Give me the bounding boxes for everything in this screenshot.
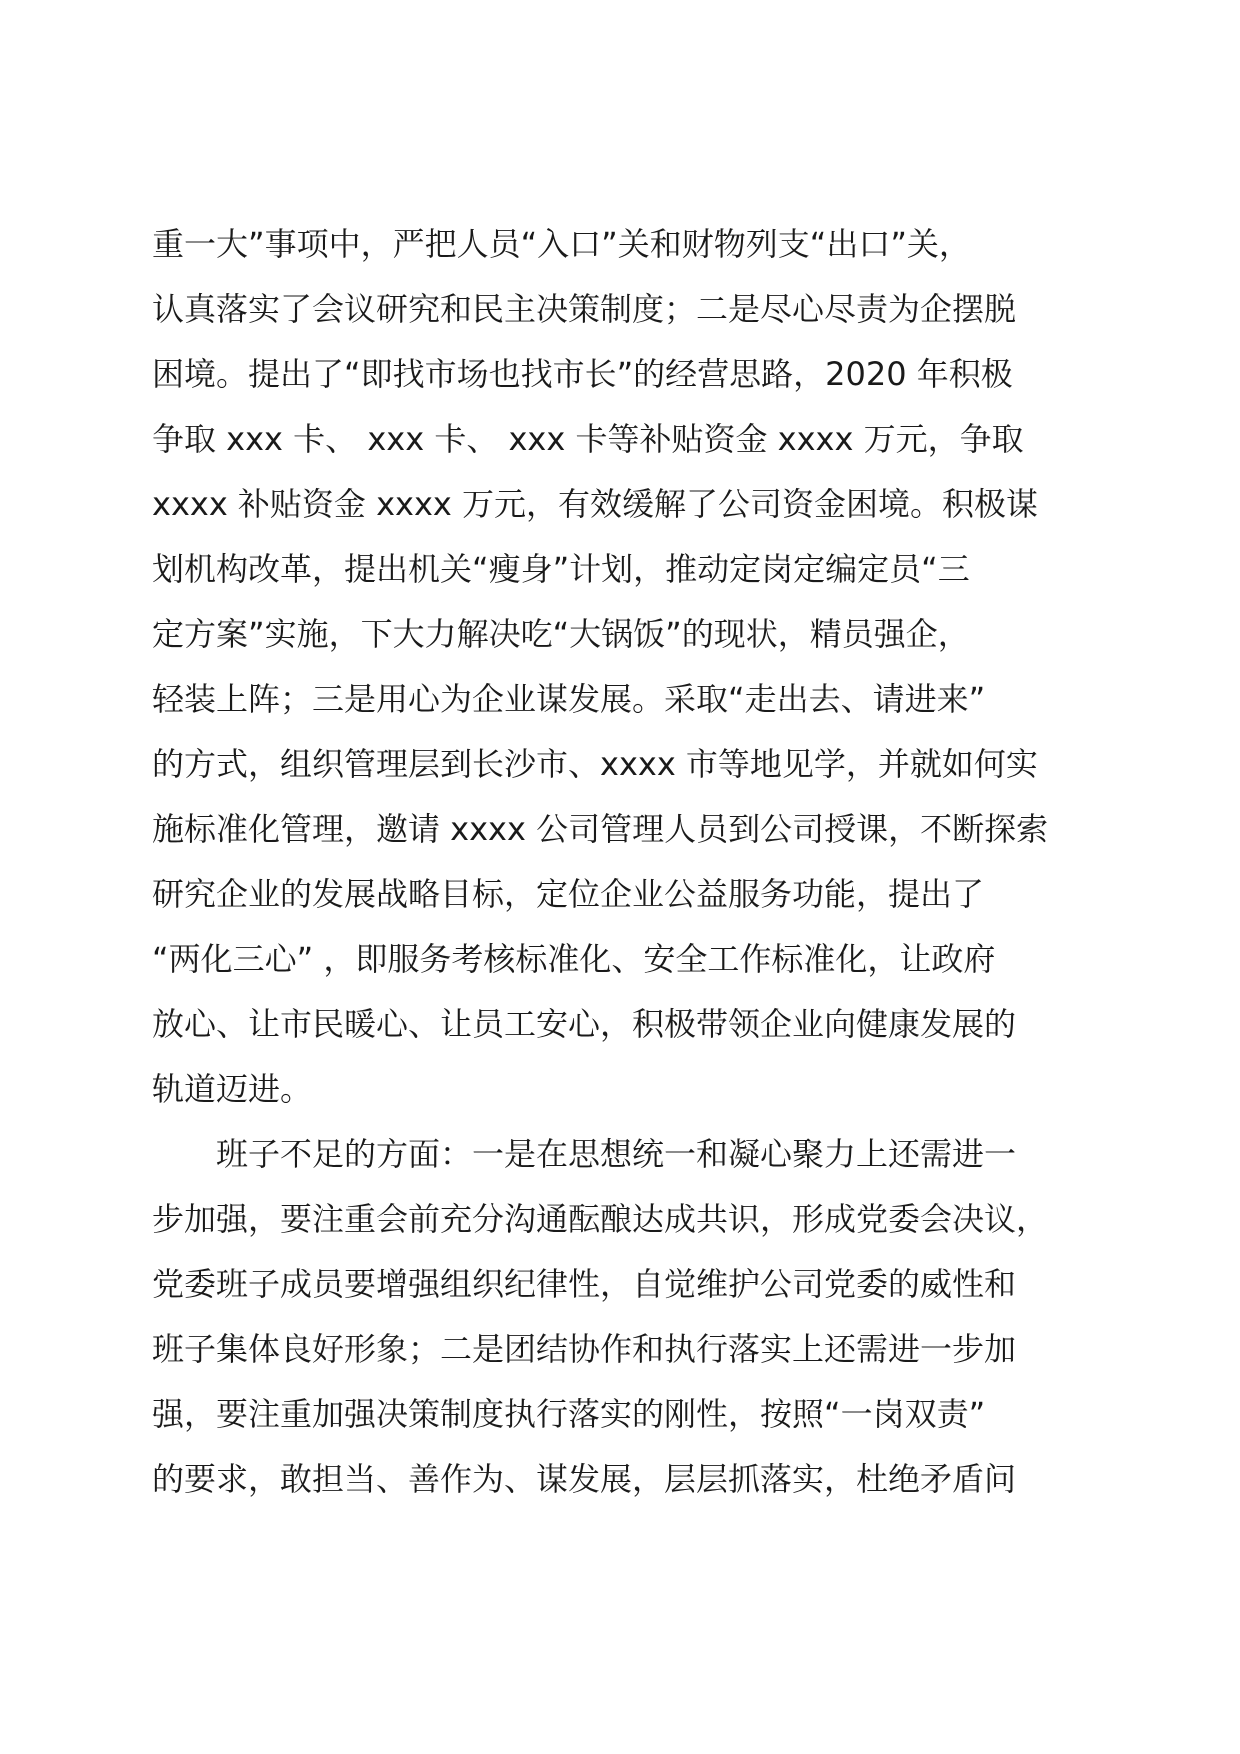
text-line: 党委班子成员要增强组织纪律性，自觉维护公司党委的威性和 [152,1265,1017,1303]
text-line: 争取 xxx 卡、 xxx 卡、 xxx 卡等补贴资金 xxxx 万元，争取 [152,420,1024,458]
text-line: xxxx 补贴资金 xxxx 万元，有效缓解了公司资金困境。积极谋 [152,485,1039,523]
body-text [152,212,1112,1512]
text-line: 认真落实了会议研究和民主决策制度；二是尽心尽责为企摆脱 [152,290,1017,328]
text-line: 放心、让市民暖心、让员工安心，积极带领企业向健康发展的 [152,1005,1017,1043]
text-line: 的要求，敢担当、善作为、谋发展，层层抓落实，杜绝矛盾问 [152,1460,1017,1498]
text-line: 定方案”实施，下大力解决吃“大锅饭”的现状，精员强企， [152,615,970,653]
text-line: 的方式，组织管理层到长沙市、xxxx 市等地见学，并就如何实 [152,745,1038,783]
text-line: 班子集体良好形象；二是团结协作和执行落实上还需进一步加 [152,1330,1017,1368]
text-line: 研究企业的发展战略目标，定位企业公益服务功能，提出了 [152,875,985,913]
text-line: 困境。提出了“即找市场也找市长”的经营思路，2020 年积极 [152,355,1013,393]
text-line: 重一大”事项中，严把人员“入口”关和财物列支“出口”关， [152,225,971,263]
text-line: 轨道迈进。 [152,1070,313,1108]
paragraph-start-line: 班子不足的方面：一是在思想统一和凝心聚力上还需进一 [216,1135,1017,1173]
text-line: 施标准化管理，邀请 xxxx 公司管理人员到公司授课，不断探索 [152,810,1049,848]
text-line: 强，要注重加强决策制度执行落实的刚性，按照“一岗双责” [152,1395,986,1433]
text-line: 划机构改革，提出机关“瘦身”计划，推动定岗定编定员“三 [152,550,970,588]
text-line: 轻装上阵；三是用心为企业谋发展。采取“走出去、请进来” [152,680,986,718]
text-line: 步加强，要注重会前充分沟通酝酿达成共识，形成党委会决议， [152,1200,1049,1238]
text-line: “两化三心” ，即服务考核标准化、安全工作标准化，让政府 [152,940,996,978]
